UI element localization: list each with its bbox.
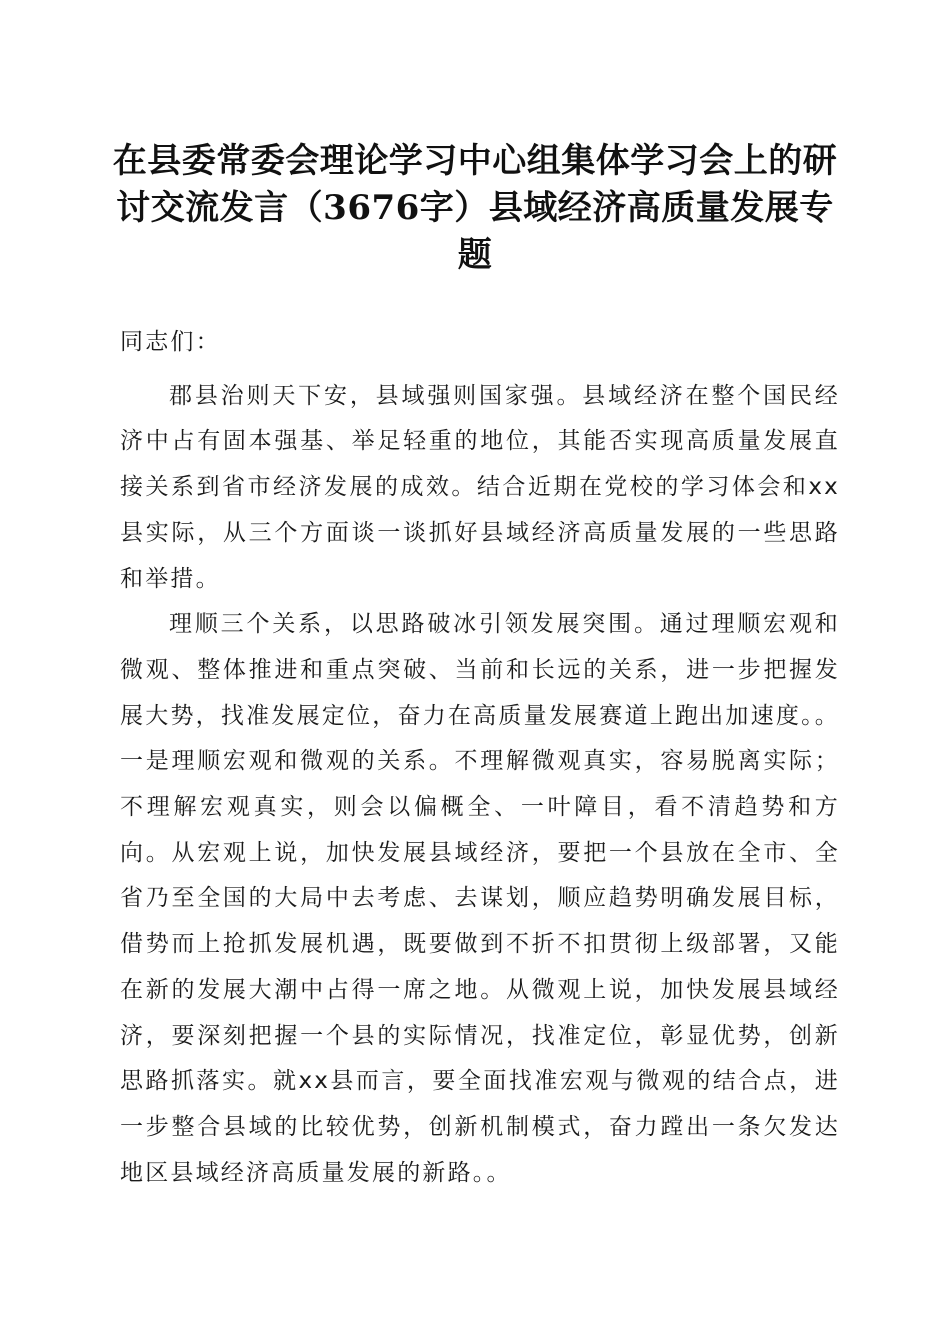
paragraph-intro: 郡县治则天下安，县域强则国家强。县域经济在整个国民经济中占有固本强基、举足轻重的地位，其能否实现高质量发展直接关系到省市经济发展的成效。结合近期在党校的学习体会和xx县实际，从三个方面谈一谈抓好县域经济高质量发展的一些思路和举措。: [120, 382, 840, 592]
salutation: 同志们：: [120, 329, 221, 355]
paragraph-three-relations: 理顺三个关系，以思路破冰引领发展突围。通过理顺宏观和微观、整体推进和重点突破、当前和长远的关系，进一步把握发展大势，找准发展定位，奋力在高质量发展赛道上跑出加速度。。一是理顺宏观和微观的关系。不理解微观真实，容易脱离实际；不理解宏观真实，则会以偏概全、一叶障目，看不清趋势和方向。从宏观上说，加快发展县域经济，要把一个县放在全市、全省乃至全国的大局中去考虑、去谋划，顺应趋势明确发展目标，借势而上抢抓发展机遇，既要做到不折不扣贯彻上级部署，又能在新的发展大潮中占得一席之地。从微观上说，加快发展县域经济，要深刻把握一个县的实际情况，找准定位，彰显优势，创新思路抓落实。就xx县而言，要全面找准宏观与微观的结合点，进一步整合县域的比较优势，创新机制模式，奋力蹚出一条欠发达地区县域经济高质量发展的新路。。: [120, 611, 840, 1186]
document-body: [120, 320, 840, 1196]
document-title: 在县委常委会理论学习中心组集体学习会上的研讨交流发言（3676字）县域经济高质量发展专题: [112, 141, 838, 275]
